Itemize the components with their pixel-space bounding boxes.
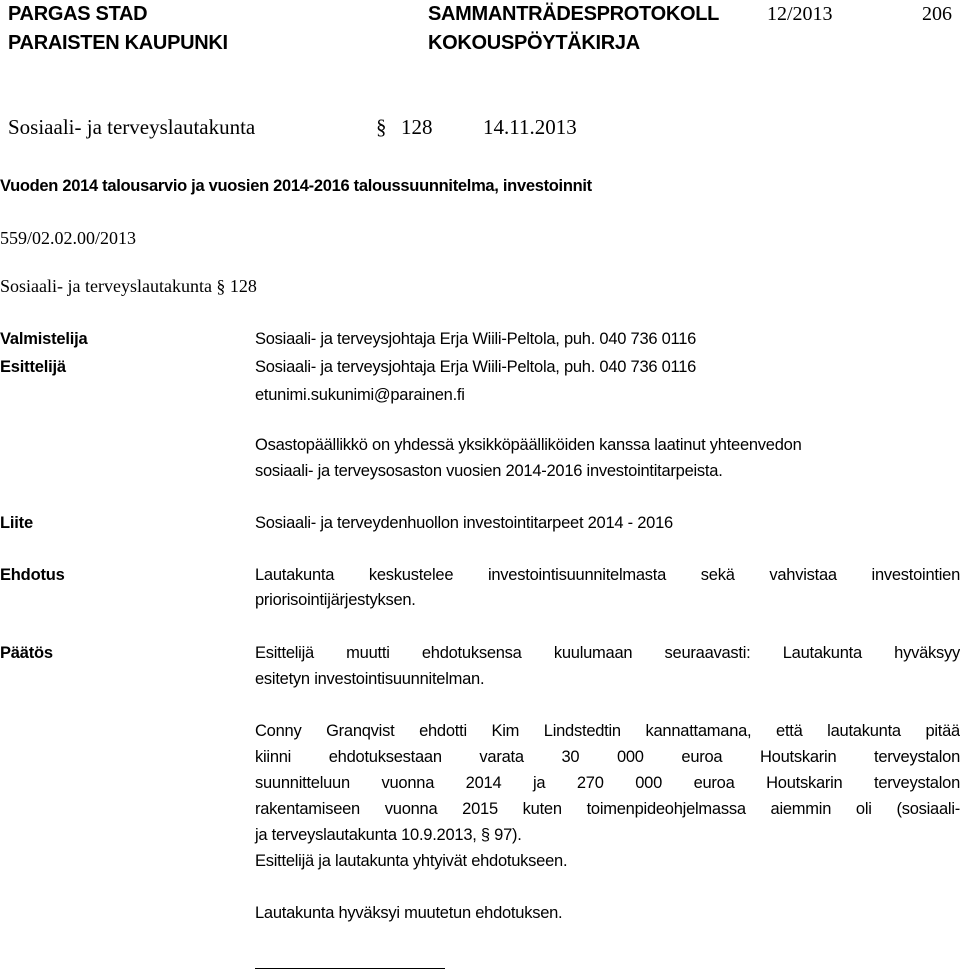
discussion-line: rakentamiseen vuonna 2015 kuten toimenpideohjelmassa aiemmin oli (sosiaali-: [255, 800, 960, 818]
doc-type-sv: SAMMANTRÄDESPROTOKOLL: [428, 3, 720, 25]
section-number: 128: [401, 115, 433, 139]
signature-rule: [255, 968, 445, 969]
valmistelija-label: Valmistelija: [0, 330, 88, 348]
ehdotus-line-1: Lautakunta keskustelee investointisuunnitelmasta sekä vahvistaa investointien: [255, 566, 960, 584]
final-decision: Lautakunta hyväksyi muutetun ehdotuksen.: [255, 904, 563, 922]
item-title: Vuoden 2014 talousarvio ja vuosien 2014-2016 taloussuunnitelma, investoinnit: [0, 177, 592, 195]
discussion-line: ja terveyslautakunta 10.9.2013, § 97).: [255, 826, 522, 844]
esittelija-text: Sosiaali- ja terveysjohtaja Erja Wiili-Peltola, puh. 040 736 0116: [255, 358, 697, 376]
esittelija-label: Esittelijä: [0, 358, 66, 376]
paatos-label: Päätös: [0, 644, 53, 662]
discussion-line: Esittelijä ja lautakunta yhtyivät ehdotukseen.: [255, 852, 568, 870]
ehdotus-line-2: priorisointijärjestyksen.: [255, 591, 416, 609]
esittelija-email: etunimi.sukunimi@parainen.fi: [255, 386, 465, 404]
doc-type-fi: KOKOUSPÖYTÄKIRJA: [428, 32, 640, 54]
summary-line-1: Osastopäällikkö on yhdessä yksikköpäälliköiden kanssa laatinut yhteenvedon: [255, 436, 802, 454]
liite-text: Sosiaali- ja terveydenhuollon investointitarpeet 2014 - 2016: [255, 514, 673, 532]
item-reference: 559/02.02.00/2013: [0, 228, 137, 248]
discussion-paragraph: [255, 718, 960, 874]
paatos-line-2: esitetyn investointisuunnitelman.: [255, 670, 485, 688]
discussion-line: suunnitteluun vuonna 2014 ja 270 000 euroa Houtskarin terveystalon: [255, 774, 960, 792]
paatos-line-1: Esittelijä muutti ehdotuksensa kuulumaan seuraavasti: Lautakunta hyväksyy: [255, 644, 960, 662]
ehdotus-label: Ehdotus: [0, 566, 65, 584]
org-name-sv: PARAISTEN KAUPUNKI: [8, 32, 228, 54]
org-name-fi: PARGAS STAD: [8, 3, 148, 25]
meeting-date: 14.11.2013: [483, 115, 577, 139]
discussion-line: kiinni ehdotuksestaan varata 30 000 euroa Houtskarin terveystalon: [255, 748, 960, 766]
meeting-body: Sosiaali- ja terveyslautakunta: [8, 115, 256, 139]
issue-number: 12/2013: [767, 3, 833, 25]
discussion-line: Conny Granqvist ehdotti Kim Lindstedtin kannattamana, että lautakunta pitää: [255, 722, 960, 740]
valmistelija-text: Sosiaali- ja terveysjohtaja Erja Wiili-Peltola, puh. 040 736 0116: [255, 330, 697, 348]
liite-label: Liite: [0, 514, 33, 532]
page-number: 206: [922, 3, 952, 25]
summary-line-2: sosiaali- ja terveysosaston vuosien 2014-2016 investointitarpeista.: [255, 462, 723, 480]
section-symbol: §: [376, 115, 387, 139]
item-body-line: Sosiaali- ja terveyslautakunta § 128: [0, 276, 257, 296]
